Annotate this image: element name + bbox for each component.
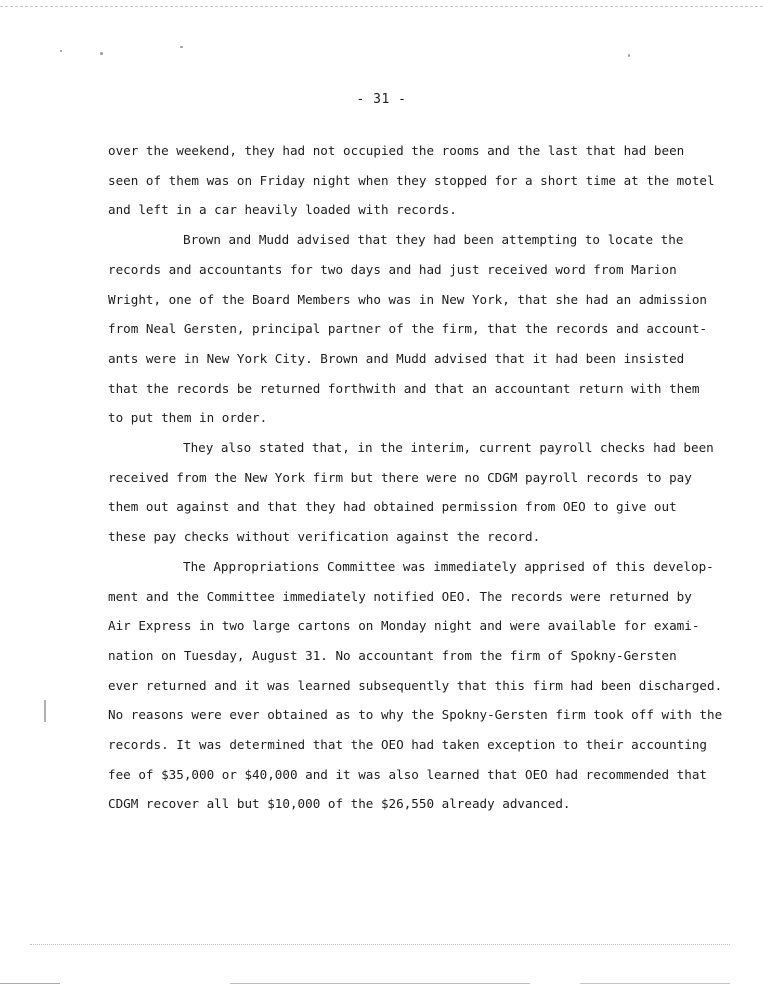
scan-speck — [180, 46, 183, 48]
scan-speck — [60, 50, 62, 52]
page-number: - 31 - — [356, 92, 407, 107]
paragraph-1 — [108, 136, 720, 225]
text-line: ment and the Committee immediately notified OEO. The records were returned by — [108, 588, 692, 604]
scan-bottom-noise — [30, 944, 730, 945]
paragraph-2 — [108, 225, 720, 433]
scan-bottom-edge — [580, 983, 730, 984]
paragraph-3 — [108, 433, 720, 552]
scan-margin-mark — [44, 700, 46, 722]
scan-speck — [628, 54, 630, 57]
scan-speck — [100, 52, 103, 55]
text-line: from Neal Gersten, principal partner of the firm, that the records and account- — [108, 321, 707, 337]
document-body — [108, 136, 723, 819]
text-line: CDGM recover all but $10,000 of the $26,550 already advanced. — [108, 796, 571, 812]
text-line: ants were in New York City. Brown and Mudd advised that it had been insisted — [108, 350, 685, 366]
text-line: them out against and that they had obtained permission from OEO to give out — [108, 499, 677, 515]
scan-bottom-edge — [0, 983, 60, 984]
text-line: nation on Tuesday, August 31. No accountant from the firm of Spokny-Gersten — [108, 647, 677, 663]
text-line: that the records be returned forthwith and that an accountant return with them — [108, 380, 700, 396]
scan-bottom-edge — [230, 983, 530, 984]
text-line: seen of them was on Friday night when they stopped for a short time at the motel — [108, 172, 715, 188]
text-line: They also stated that, in the interim, current payroll checks had been — [183, 440, 714, 456]
text-line: No reasons were ever obtained as to why the Spokny-Gersten firm took off with the — [108, 707, 723, 723]
text-line: Wright, one of the Board Members who was in New York, that she had an admission — [108, 291, 707, 307]
text-line: Air Express in two large cartons on Monday night and were available for exami- — [108, 618, 700, 634]
text-line: Brown and Mudd advised that they had been attempting to locate the — [183, 232, 684, 248]
text-line: received from the New York firm but there were no CDGM payroll records to pay — [108, 469, 692, 485]
text-line: fee of $35,000 or $40,000 and it was also learned that OEO had recommended that — [108, 766, 707, 782]
paragraph-4 — [108, 552, 723, 819]
text-line: records and accountants for two days and had just received word from Marion — [108, 261, 677, 277]
text-line: records. It was determined that the OEO had taken exception to their accounting — [108, 737, 707, 753]
scan-top-edge — [0, 6, 763, 7]
text-line: over the weekend, they had not occupied the rooms and the last that had been — [108, 143, 685, 158]
text-line: ever returned and it was learned subsequently that this firm had been discharged. — [108, 677, 723, 693]
text-line: these pay checks without verification against the record. — [108, 529, 541, 545]
text-line: The Appropriations Committee was immediately apprised of this develop- — [183, 558, 714, 574]
text-line: to put them in order. — [108, 410, 268, 426]
text-line: and left in a car heavily loaded with records. — [108, 202, 457, 218]
